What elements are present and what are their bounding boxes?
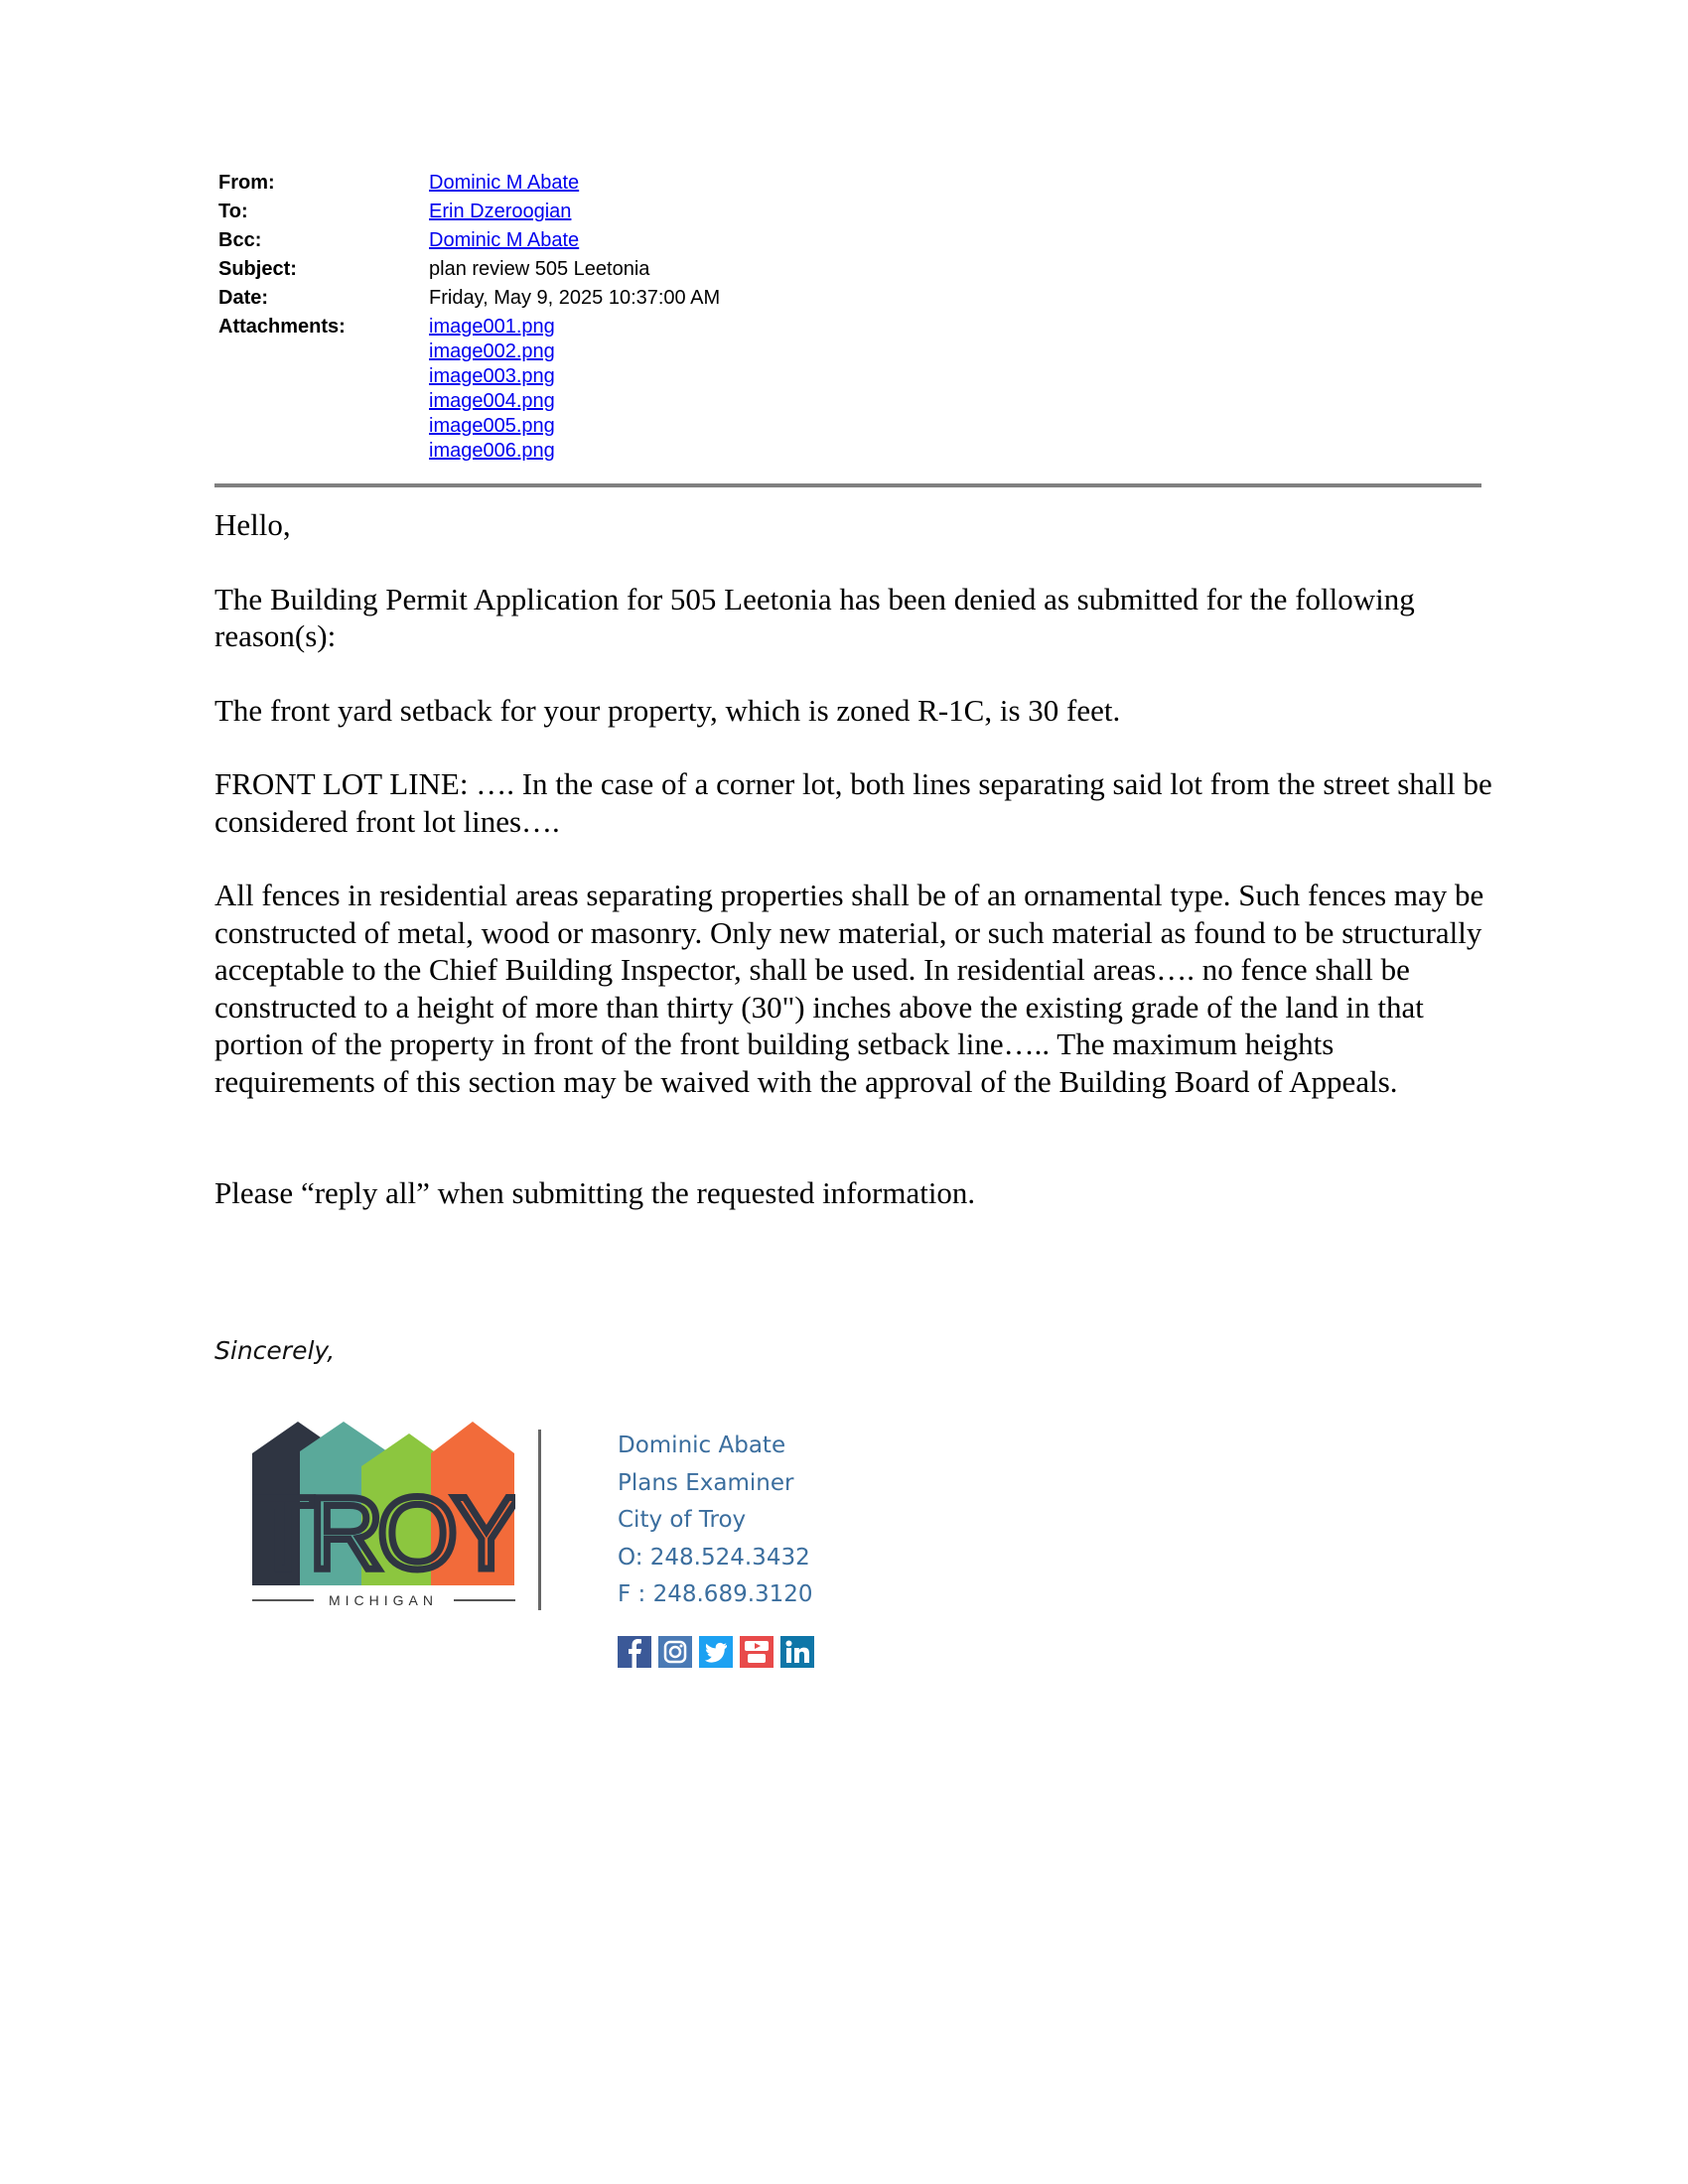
attachments-list [429,313,1479,464]
from-label: From: [218,172,275,194]
logo-wordmark: TROY [252,1476,515,1591]
closing: Sincerely, [214,1336,336,1365]
setback-paragraph: The front yard setback for your property, which is zoned R-1C, is 30 feet. [214,692,1121,728]
bcc-link[interactable]: Dominic M Abate [429,229,580,251]
denial-paragraph: The Building Permit Application for 505 Leetonia has been denied as submitted for the following reason(s): [214,581,1415,653]
front-lot-line-paragraph: FRONT LOT LINE: …. In the case of a corner lot, both lines separating said lot from the street shall be considered front lot lines…. [214,766,1492,839]
instagram-icon[interactable] [658,1636,692,1668]
logo-subtext: MICHIGAN [329,1592,438,1608]
email-body [214,506,1495,1212]
bcc-row [218,226,1479,255]
bcc-label: Bcc: [218,229,262,251]
attachments-row [218,313,1479,464]
greeting: Hello, [214,507,291,542]
signature-title: Plans Examiner [618,1469,794,1496]
subject-row [218,255,1479,284]
signature-fax: F : 248.689.3120 [618,1581,813,1607]
signature-divider [538,1430,541,1610]
subject-label: Subject: [218,258,297,280]
to-link[interactable]: Erin Dzeroogian [429,201,572,222]
attachments-label: Attachments: [218,316,346,338]
fence-paragraph: All fences in residential areas separating properties shall be of an ornamental type. Such fences may be constructed of metal, wood or masonry. Only new material, or such material as found to be structurally acceptable to the Chief Building Inspector, shall be used. In residential areas…. no fence shall be constructed to a height of more than thirty (30") inches above the existing grade of the land in that portion of the property in front of the front building setback line….. The maximum heights requirements of this section may be waived with the approval of the Building Board of Appeals. [214,878,1484,1099]
social-icons [618,1636,814,1668]
signature-name: Dominic Abate [618,1433,786,1458]
header-divider [214,483,1481,487]
to-label: To: [218,201,248,222]
signature-org: City of Troy [618,1507,747,1533]
attachment-link[interactable]: image003.png [429,365,555,387]
reply-all-paragraph: Please “reply all” when submitting the requested information. [214,1175,976,1210]
attachment-link[interactable]: image005.png [429,415,555,437]
date-value: Friday, May 9, 2025 10:37:00 AM [429,287,721,309]
from-link[interactable]: Dominic M Abate [429,172,580,194]
signature-office-phone: O: 248.524.3432 [618,1544,810,1570]
troy-logo [252,1422,515,1610]
to-row [218,198,1479,226]
twitter-icon[interactable] [699,1636,733,1668]
linkedin-icon[interactable] [780,1636,814,1668]
from-row [218,169,1479,198]
attachment-link[interactable]: image004.png [429,390,555,412]
subject-value: plan review 505 Leetonia [429,258,650,280]
youtube-icon[interactable] [740,1636,774,1668]
date-row [218,284,1479,313]
date-label: Date: [218,287,269,309]
email-header [218,169,1479,464]
attachment-link[interactable]: image006.png [429,440,555,462]
facebook-icon[interactable] [618,1636,651,1668]
signature-block [618,1428,813,1614]
attachment-link[interactable]: image002.png [429,341,555,362]
attachment-link[interactable]: image001.png [429,316,555,338]
